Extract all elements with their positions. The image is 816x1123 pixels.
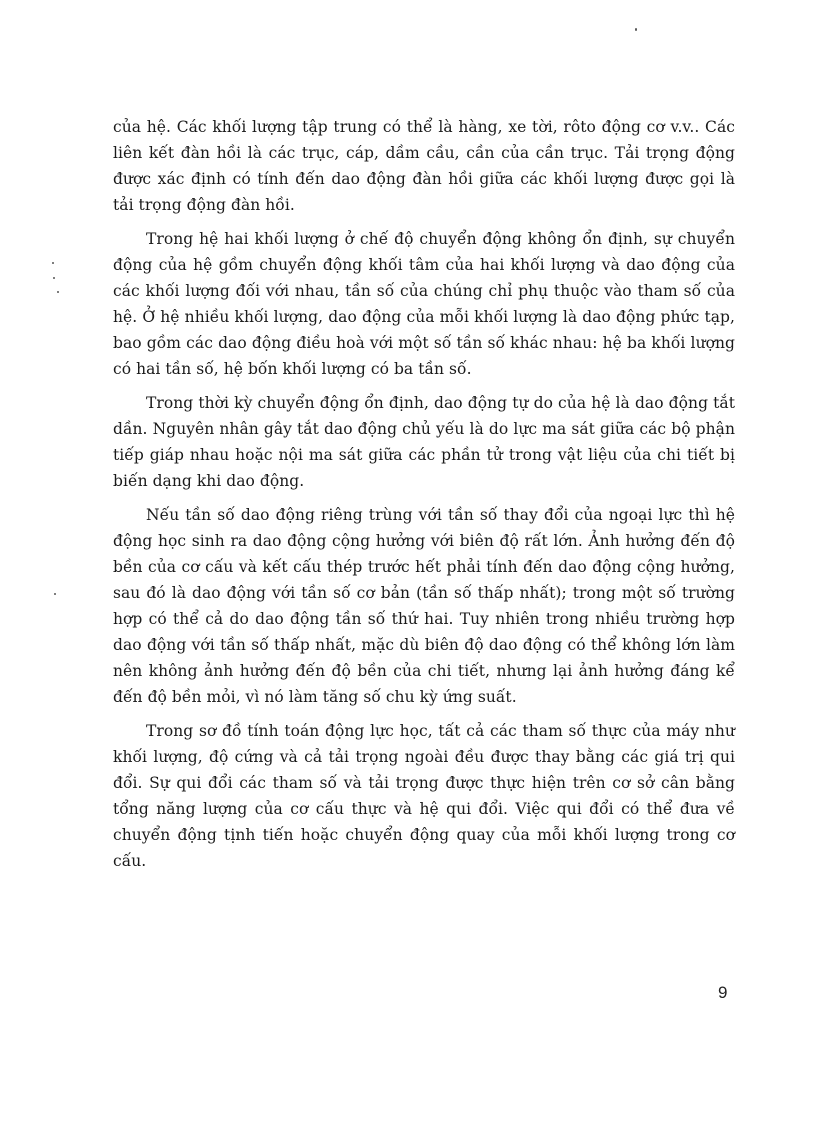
paragraph-4: Nếu tần số dao động riêng trùng với tần số thay đổi của ngoại lực thì hệ động học sinh ra dao động cộng hưởng với biên độ rất lớn. Ảnh hưởng đến độ bền của cơ cấu và kết cấu thép trước hết phải tính đến dao động cộng hưởng, sau đó là dao động với tần số cơ bản (tần số thấp nhất); trong một số trường hợp có thể cả do dao động tần số thứ hai. Tuy nhiên trong nhiều trường hợp dao động với tần số thấp nhất, mặc dù biên độ dao động có thể không lớn làm nên không ảnh hưởng đến độ bền của chi tiết, nhưng lại ảnh hưởng đáng kể đến độ bền mỏi, vì nó làm tăng số chu kỳ ứng suất.	[113, 506, 735, 706]
body-text	[113, 114, 735, 882]
scan-speck-left-1	[52, 262, 54, 264]
scan-speck-left-2	[53, 277, 55, 279]
paragraph-3: Trong thời kỳ chuyển động ổn định, dao động tự do của hệ là dao động tắt dần. Nguyên nhân gây tắt dao động chủ yếu là do lực ma sát giữa các bộ phận tiếp giáp nhau hoặc nội ma sát giữa các phần tử trong vật liệu của chi tiết bị biến dạng khi dao động.	[113, 394, 735, 490]
scan-speck-left-3	[57, 291, 59, 293]
paragraph-2: Trong hệ hai khối lượng ở chế độ chuyển động không ổn định, sự chuyển động của hệ gồm chuyển động khối tâm của hai khối lượng và dao động của các khối lượng đối với nhau, tần số của chúng chỉ phụ thuộc vào tham số của hệ. Ở hệ nhiều khối lượng, dao động của mỗi khối lượng là dao động phức tạp, bao gồm các dao động điều hoà với một số tần số khác nhau: hệ ba khối lượng có hai tần số, hệ bốn khối lượng có ba tần số.	[113, 230, 735, 378]
paragraph-5: Trong sơ đồ tính toán động lực học, tất cả các tham số thực của máy như khối lượng, độ cứng và cả tải trọng ngoài đều được thay bằng các giá trị qui đổi. Sự qui đổi các tham số và tải trọng được thực hiện trên cơ sở cân bằng tổng năng lượng của cơ cấu thực và hệ qui đổi. Việc qui đổi có thể đưa về chuyển động tịnh tiến hoặc chuyển động quay của mỗi khối lượng trong cơ cấu.	[113, 722, 735, 870]
scan-speck-left-4	[54, 593, 56, 595]
paragraph-1: của hệ. Các khối lượng tập trung có thể là hàng, xe tời, rôto động cơ v.v.. Các liên kết đàn hồi là các trục, cáp, dầm cầu, cần của cần trục. Tải trọng động được xác định có tính đến dao động đàn hồi giữa các khối lượng được gọi là tải trọng động đàn hồi.	[113, 118, 735, 214]
page-number: 9	[718, 983, 728, 1002]
scan-speck-top	[635, 28, 637, 31]
